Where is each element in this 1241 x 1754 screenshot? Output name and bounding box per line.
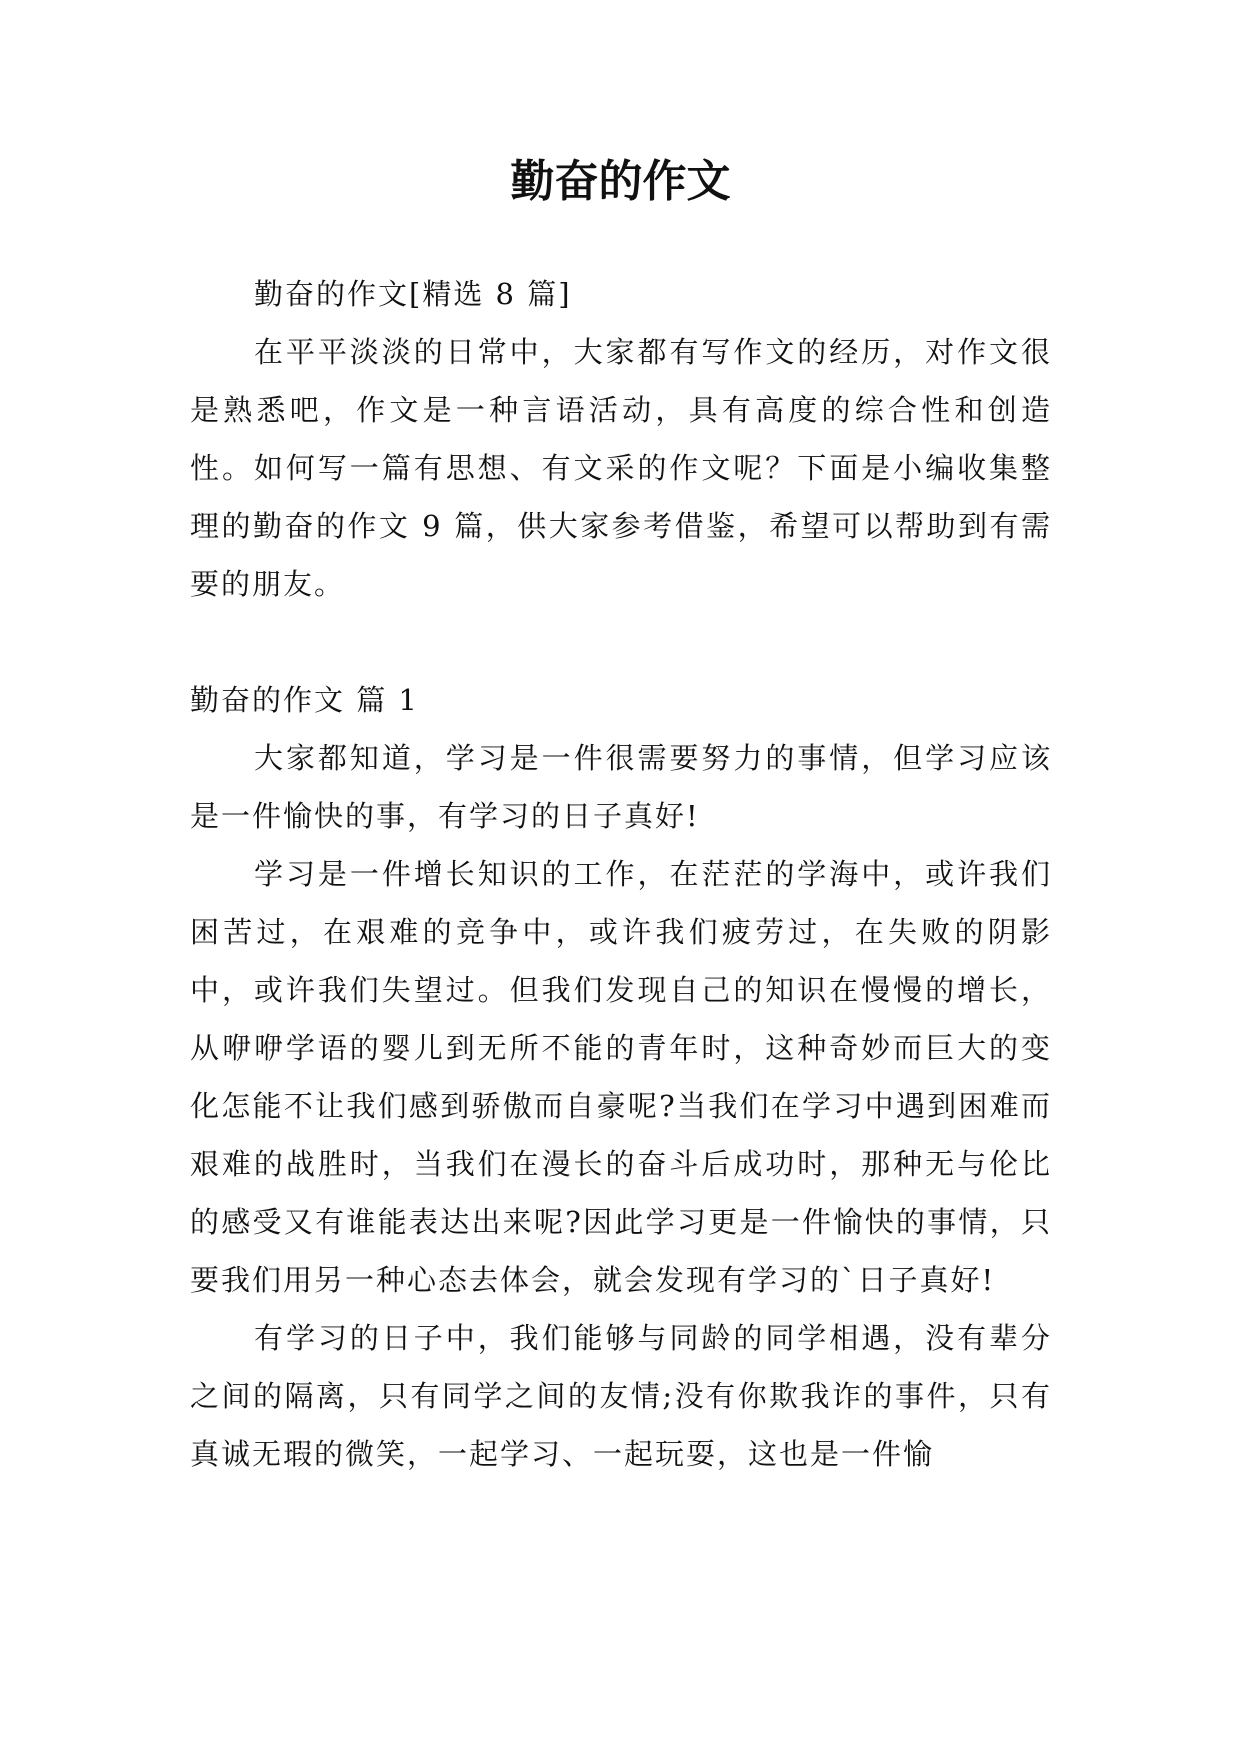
document-body [190, 265, 1052, 1483]
body-paragraph: 学习是一件增长知识的工作，在茫茫的学海中，或许我们困苦过，在艰难的竞争中，或许我们疲劳过，在失败的阴影中，或许我们失望过。但我们发现自己的知识在慢慢的增长，从咿咿学语的婴儿到无所不能的青年时，这种奇妙而巨大的变化怎能不让我们感到骄傲而自豪呢?当我们在学习中遇到困难而艰难的战胜时，当我们在漫长的奋斗后成功时，那种无与伦比的感受又有谁能表达出来呢?因此学习更是一件愉快的事情，只要我们用另一种心态去体会，就会发现有学习的`日子真好! [190, 857, 1052, 1297]
body-paragraph: 大家都知道，学习是一件很需要努力的事情，但学习应该是一件愉快的事，有学习的日子真好! [190, 741, 1052, 833]
section-heading: 勤奋的作文 篇 1 [190, 683, 419, 717]
intro-paragraph: 在平平淡淡的日常中，大家都有写作文的经历，对作文很是熟悉吧，作文是一种言语活动，具有高度的综合性和创造性。如何写一篇有思想、有文采的作文呢？下面是小编收集整理的勤奋的作文 9 篇，供大家参考借鉴，希望可以帮助到有需要的朋友。 [190, 335, 1052, 601]
document-title: 勤奋的作文 [510, 156, 731, 207]
body-paragraph: 有学习的日子中，我们能够与同龄的同学相遇，没有辈分之间的隔离，只有同学之间的友情;没有你欺我诈的事件，只有真诚无瑕的微笑，一起学习、一起玩耍，这也是一件愉 [190, 1321, 1052, 1471]
subtitle-line: 勤奋的作文[精选 8 篇] [254, 277, 572, 311]
